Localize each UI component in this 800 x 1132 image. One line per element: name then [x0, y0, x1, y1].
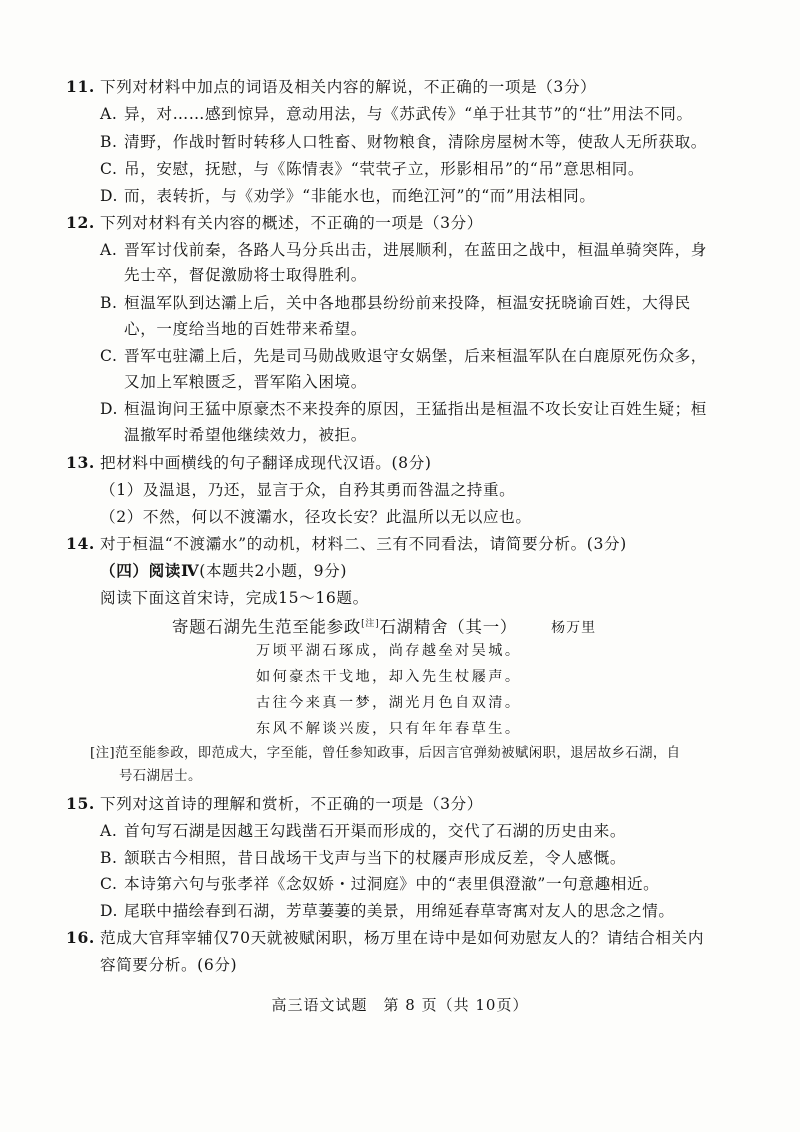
q13-number: 13.: [66, 453, 95, 472]
option-text: 尾联中描绘春到石湖，芳草萋萋的美景，用绵延春草寄寓对友人的思念之情。: [124, 902, 675, 920]
section-heading: [100, 560, 347, 582]
option-text: 而，表转折，与《劝学》“非能水也，而绝江河”的“而”用法相同。: [124, 187, 596, 205]
option-text: 本诗第六句与张孝祥《念奴娇・过洞庭》中的“表里俱澄澈”一句意趣相近。: [124, 875, 660, 893]
q14-number: 14.: [66, 534, 95, 553]
q11-stem: [66, 76, 596, 98]
q12-option-a-cont: 先士卒，督促激励将士取得胜利。: [124, 266, 367, 284]
poem-title-part-a: 寄题石湖先生范至能参政: [172, 617, 362, 637]
q12-option-d: [100, 398, 707, 420]
section-note: (本题共2小题，9分): [199, 562, 348, 580]
option-letter: C.: [100, 347, 118, 365]
q15-option-b: [100, 847, 626, 869]
q12-option-d-cont: 温撤军时希望他继续效力，被拒。: [124, 426, 367, 444]
option-text: 桓温询问王猛中原豪杰不来投奔的原因，王猛指出是桓温不攻长安让百姓生疑；桓: [124, 400, 707, 418]
poem-title-part-b: 石湖精舍（其一）: [379, 617, 518, 637]
item-text: 不然，何以不渡灞水，径攻长安？此温所以无以应也。: [142, 508, 532, 526]
q11-number: 11.: [66, 77, 95, 96]
option-text: 吊，安慰，抚慰，与《陈情表》“茕茕孑立，形影相吊”的“吊”意思相同。: [124, 160, 645, 178]
option-letter: C.: [100, 160, 118, 178]
q16-number: 16.: [66, 928, 95, 947]
q13-item-1: [100, 479, 515, 501]
q15-option-a: [100, 820, 626, 842]
option-text: 颔联古今相照，昔日战场干戈声与当下的杖屦声形成反差，令人感慨。: [124, 849, 627, 867]
page-footer: 高三语文试题 第 8 页（共 10页）: [271, 996, 529, 1014]
poem-footnote: [90, 743, 680, 765]
poem-line-3: 古往今来真一梦，湖光月色自双清。: [256, 695, 522, 711]
q13-stem: [66, 452, 432, 474]
poem-line-1: 万顷平湖石琢成，尚存越垒对吴城。: [256, 643, 522, 659]
q11-option-c: [100, 158, 644, 180]
item-label: （2）: [100, 508, 143, 526]
q15-stem: [66, 793, 483, 815]
option-letter: D.: [100, 187, 119, 205]
poem-line-2: 如何豪杰干戈地，却入先生杖屦声。: [256, 669, 522, 685]
q12-option-c: [100, 345, 707, 367]
footnote-text: 范至能参政，即范成大，字至能，曾任参知政事，后因言官弹劾被赋闲职，退居故乡石湖，自: [115, 746, 681, 761]
poem-author: 杨万里: [551, 620, 597, 637]
option-letter: D.: [100, 902, 119, 920]
q16-stem: [66, 927, 704, 949]
q12-option-b-cont: 心，一度给当地的百姓带来希望。: [124, 320, 367, 338]
q16-stem-cont: 容简要分析。(6分): [100, 956, 238, 974]
q15-number: 15.: [66, 794, 95, 813]
section-intro: 阅读下面这首宋诗，完成15～16题。: [100, 589, 369, 607]
poem-footnote-cont: 号石湖居士。: [119, 769, 202, 784]
q15-stem-text: 下列对这首诗的理解和赏析，不正确的一项是（3分）: [100, 795, 483, 813]
option-letter: B.: [100, 133, 118, 151]
q15-option-d: [100, 900, 675, 922]
option-letter: D.: [100, 400, 119, 418]
q14-stem-text: 对于桓温“不渡灞水”的动机，材料二、三有不同看法，请简要分析。(3分): [100, 535, 627, 553]
option-letter: A.: [100, 105, 118, 123]
q11-option-d: [100, 185, 596, 207]
poem-note-mark: [注]: [361, 619, 380, 629]
q12-option-c-cont: 又加上军粮匮乏，晋军陷入困境。: [124, 373, 367, 391]
option-letter: A.: [100, 241, 118, 259]
q12-option-b: [100, 292, 691, 314]
poem-line-4: 东风不解谈兴废，只有年年春草生。: [256, 721, 522, 737]
q12-number: 12.: [66, 213, 95, 232]
option-text: 清野，作战时暂时转移人口牲畜、财物粮食，清除房屋树木等，使敌人无所获取。: [124, 133, 707, 151]
q13-item-2: [100, 506, 532, 528]
q12-option-a: [100, 239, 707, 261]
q15-option-c: [100, 873, 659, 895]
section-title: （四）阅读Ⅳ: [100, 561, 200, 580]
option-letter: C.: [100, 875, 118, 893]
option-letter: A.: [100, 822, 118, 840]
q12-stem: [66, 212, 483, 234]
q12-stem-text: 下列对材料有关内容的概述，不正确的一项是（3分）: [100, 214, 483, 232]
option-text: 桓温军队到达灞上后，关中各地郡县纷纷前来投降，桓温安抚晓谕百姓，大得民: [124, 294, 691, 312]
item-text: 及温退，乃还，显言于众，自矜其勇而咎温之持重。: [142, 481, 516, 499]
option-text: 异，对……感到惊异，意动用法，与《苏武传》“单于壮其节”的“壮”用法不同。: [124, 105, 693, 123]
q13-stem-text: 把材料中画横线的句子翻译成现代汉语。(8分): [100, 454, 432, 472]
poem-title: [172, 613, 596, 639]
q11-option-a: [100, 103, 693, 125]
option-letter: B.: [100, 849, 118, 867]
option-text: 晋军屯驻灞上后，先是司马勋战败退守女娲堡，后来桓温军队在白鹿原死伤众多，: [124, 347, 707, 365]
option-text: 首句写石湖是因越王勾践凿石开渠而形成的，交代了石湖的历史由来。: [124, 822, 627, 840]
q11-stem-text: 下列对材料中加点的词语及相关内容的解说，不正确的一项是（3分）: [100, 78, 597, 96]
q14-stem: [66, 533, 627, 555]
option-text: 晋军讨伐前秦，各路人马分兵出击，进展顺利，在蓝田之战中，桓温单骑突阵，身: [124, 241, 707, 259]
footnote-label: [注]: [90, 746, 116, 761]
item-label: （1）: [100, 481, 143, 499]
option-letter: B.: [100, 294, 118, 312]
q16-stem-text: 范成大官拜宰辅仅70天就被赋闲职，杨万里在诗中是如何劝慰友人的？请结合相关内: [100, 929, 705, 947]
q11-option-b: [100, 131, 707, 153]
